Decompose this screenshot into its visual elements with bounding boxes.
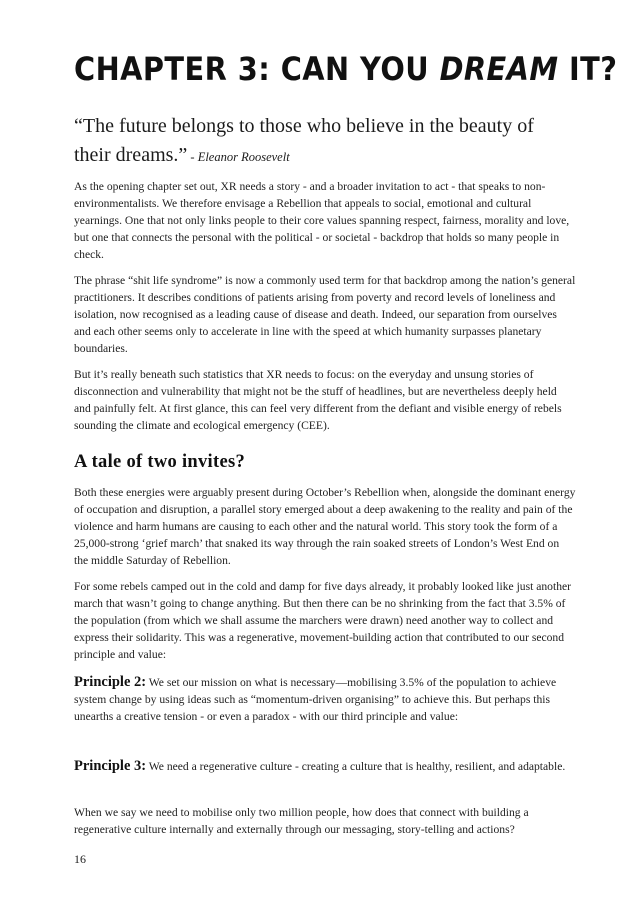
chapter-title — [74, 50, 617, 88]
epigraph-quote — [74, 112, 574, 172]
intro-paragraph-2: The phrase “shit life syndrome” is now a commonly used term for that backdrop among the nation’s general practitioners. It describes conditions of patients arising from poverty and record levels of loneliness and isolation, now recognised as a leading cause of disease and death. Indeed, our separation from ourselves and each other seems only to accelerate in line with the speed at which humanity surpasses planetary boundaries. — [74, 274, 576, 356]
chapter-title-prefix: CHAPTER 3: CAN YOU — [74, 50, 440, 88]
principle-3-text: We need a regenerative culture - creating a culture that is healthy, resilient, and adaptable. — [146, 760, 566, 773]
principle-3 — [74, 758, 576, 775]
quote-text: “The future belongs to those who believe in the beauty of their dreams.” — [74, 115, 534, 166]
section-paragraph-2: For some rebels camped out in the cold and damp for five days already, it probably looked like just another march that wasn’t going to change anything. But then there can be no shrinking from the fact that 3.5% of the population (from which we shall assume the marchers were drawn) need another way to collect and express their solidarity. This was a regenerative, movement-building action that contributed to our second principle and value: — [74, 580, 571, 662]
quote-attribution: - Eleanor Roosevelt — [187, 150, 290, 164]
principle-2-text: We set our mission on what is necessary—mobilising 3.5% of the population to achieve system change by using ideas such as “momentum-driven organising” to achieve this. But perhaps this unearths a creative tension - or even a paradox - with our third principle and value: — [74, 676, 557, 724]
principle-2-label: Principle 2: — [74, 674, 147, 690]
principle-3-label: Principle 3: — [74, 758, 147, 774]
chapter-title-suffix: IT? — [558, 50, 618, 88]
closing-paragraph: When we say we need to mobilise only two million people, how does that connect with building a regenerative culture internally and externally through our messaging, story-telling and actions? — [74, 806, 529, 837]
intro-paragraph-1: As the opening chapter set out, XR needs a story - and a broader invitation to act - that speaks to non-environmentalists. We therefore envisage a Rebellion that appeals to social, emotional and cultural yearnings. One that not only links people to their core values spanning respect, fairness, morality and love, but one that connects the personal with the political - or societal - backdrop that holds so many people in check. — [74, 180, 570, 262]
chapter-title-emphasis: DREAM — [439, 50, 559, 88]
page-number: 16 — [74, 852, 86, 866]
section-paragraph-1: Both these energies were arguably present during October’s Rebellion when, alongside the dominant energy of occupation and disruption, a parallel story emerged about a deep awakening to the reality and pain of the violence and harm humans are causing to each other and the natural world. This story took the form of a 25,000-strong ‘grief march’ that snaked its way through the rain soaked streets of London’s West End on the middle Saturday of Rebellion. — [74, 486, 576, 568]
section-heading: A tale of two invites? — [74, 452, 246, 472]
intro-paragraph-3: But it’s really beneath such statistics that XR needs to focus: on the everyday and unsung stories of disconnection and vulnerability that might not be the stuff of headlines, but are nevertheless deeply held and painfully felt. At first glance, this can feel very different from the defiant and visible energy of rebels sounding the climate and ecological emergency (CEE). — [74, 368, 562, 433]
principle-2 — [74, 674, 576, 725]
